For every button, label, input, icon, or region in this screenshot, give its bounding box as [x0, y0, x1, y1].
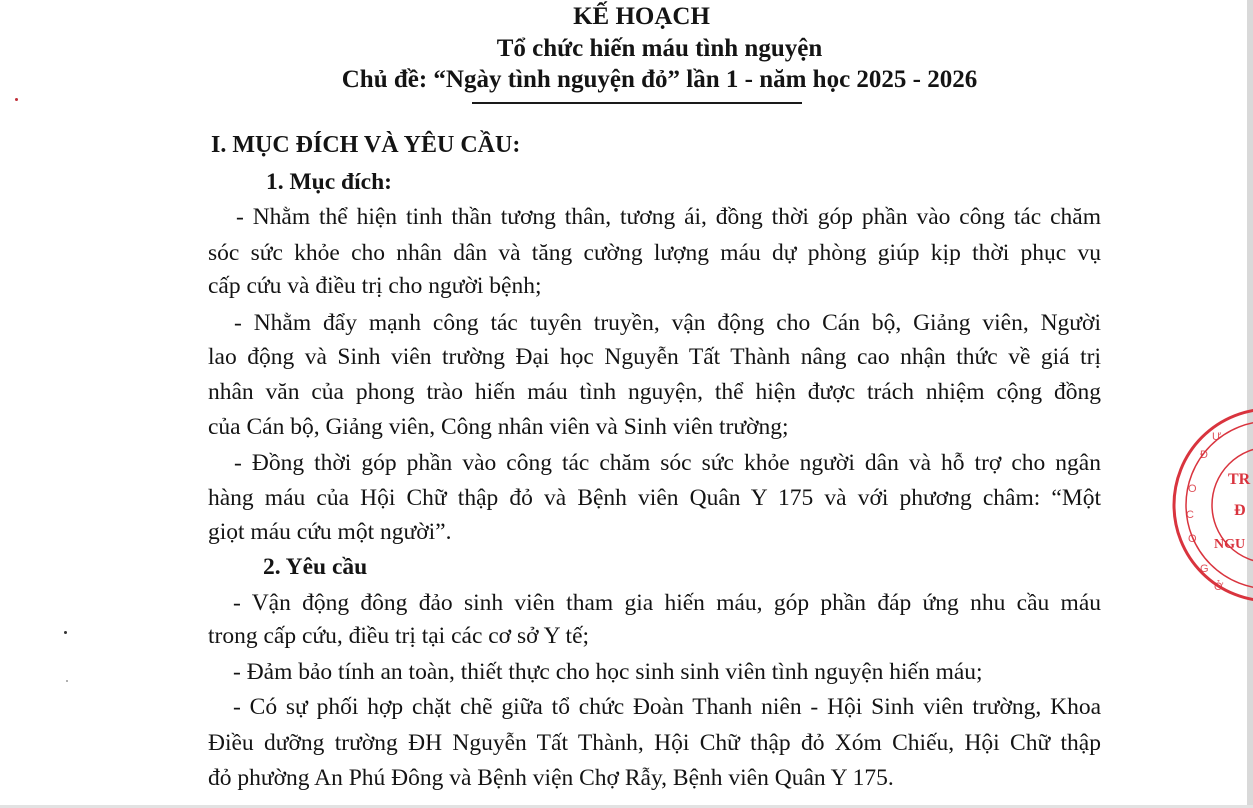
paragraph-line: nhân văn của phong trào hiến máu tình nguyện, thể hiện được trách nhiệm cộng đồng: [208, 379, 1101, 405]
requirements-heading: 2. Yêu cầu: [263, 554, 368, 580]
paragraph-line: của Cán bộ, Giảng viên, Công nhân viên và Sinh viên trường;: [208, 414, 789, 440]
seal-fragment: TR: [1228, 471, 1251, 488]
paragraph-line: - Đồng thời góp phần vào công tác chăm sóc sức khỏe người dân và hỗ trợ cho ngân: [234, 450, 1101, 476]
svg-text:O: O: [1188, 483, 1197, 495]
paragraph-line: lao động và Sinh viên trường Đại học Nguyễn Tất Thành nâng cao nhận thức về giá trị: [208, 344, 1101, 370]
paragraph-line: trong cấp cứu, điều trị tại các cơ sở Y tế;: [208, 623, 590, 649]
paragraph-line: sóc sức khỏe cho nhân dân và tăng cường lượng máu dự phòng giúp kịp thời phục vụ: [208, 240, 1101, 266]
seal-fragment: Đ: [1234, 502, 1246, 519]
paragraph-line: - Vận động đông đảo sinh viên tham gia hiến máu, góp phần đáp ứng nhu cầu máu: [233, 590, 1101, 616]
paragraph-line: hàng máu của Hội Chữ thập đỏ và Bệnh viên Quân Y 175 và với phương châm: “Một: [208, 485, 1101, 511]
paragraph-line: Điều dưỡng trường ĐH Nguyễn Tất Thành, Hội Chữ thập đỏ Xóm Chiếu, Hội Chữ thập: [208, 730, 1101, 756]
svg-text:C: C: [1186, 509, 1194, 521]
paragraph-line: - Đảm bảo tính an toàn, thiết thực cho học sinh sinh viên tình nguyện hiến máu;: [233, 659, 983, 685]
scan-mark: [66, 680, 68, 682]
paragraph-line: - Nhằm đẩy mạnh công tác tuyên truyền, vận động cho Cán bộ, Giảng viên, Người: [234, 310, 1101, 336]
document-title: KẾ HOẠCH: [573, 3, 710, 30]
svg-text:O: O: [1188, 533, 1197, 545]
title-underline: [472, 102, 802, 104]
paragraph-line: - Có sự phối hợp chặt chẽ giữa tổ chức Đoàn Thanh niên - Hội Sinh viên trường, Khoa: [233, 694, 1101, 720]
svg-text:G: G: [1200, 563, 1209, 575]
paragraph-line: đỏ phường An Phú Đông và Bệnh viện Chợ Rẫy, Bệnh viên Quân Y 175.: [208, 765, 894, 791]
svg-text:Đ: Đ: [1200, 449, 1208, 461]
purpose-heading: 1. Mục đích:: [266, 169, 392, 195]
paragraph-line: cấp cứu và điều trị cho người bệnh;: [208, 273, 542, 299]
svg-text:Ư: Ư: [1212, 431, 1222, 443]
paragraph-line: - Nhằm thể hiện tinh thần tương thân, tương ái, đồng thời góp phần vào công tác chăm: [236, 204, 1101, 230]
document-subtitle: Tổ chức hiến máu tình nguyện: [496, 35, 823, 62]
scan-mark: [15, 98, 18, 101]
paragraph-line: giọt máu cứu một người”.: [208, 519, 452, 545]
seal-fragment: NGU: [1214, 537, 1246, 552]
svg-text:Ở: Ở: [1214, 581, 1224, 593]
document-theme: Chủ đề: “Ngày tình nguyện đỏ” lần 1 - năm học 2025 - 2026: [341, 66, 978, 93]
official-seal-icon: [1170, 400, 1253, 610]
section-heading: I. MỤC ĐÍCH VÀ YÊU CẦU:: [211, 132, 521, 158]
scan-mark: [64, 631, 67, 634]
